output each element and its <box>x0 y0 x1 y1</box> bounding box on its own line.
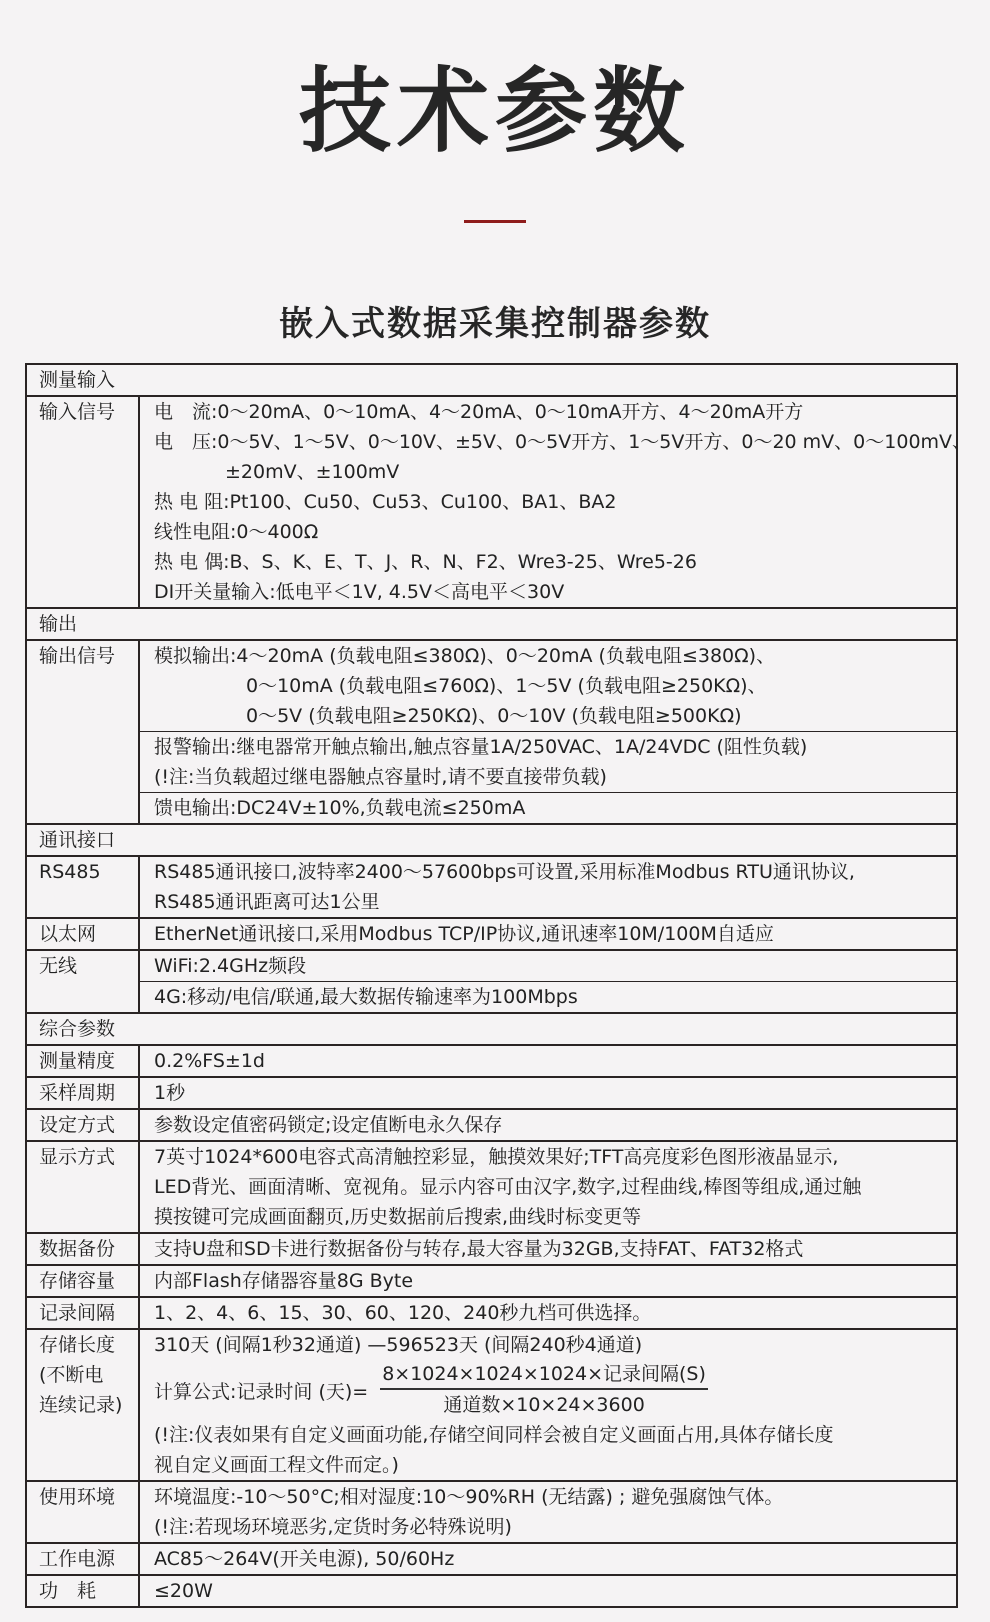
table-row: 以太网 EtherNet通讯接口,采用Modbus TCP/IP协议,通讯速率10M/100M自适应 <box>27 917 956 949</box>
table-row: 存储容量 内部Flash存储器容量8G Byte <box>27 1264 956 1296</box>
table-row: 数据备份 支持U盘和SD卡进行数据备份与转存,最大容量为32GB,支持FAT、FAT32格式 <box>27 1232 956 1264</box>
page-title: 技术参数 <box>298 58 691 165</box>
section-header: 测量输入 <box>39 369 116 391</box>
table-row: 显示方式 7英寸1024*600电容式高清触控彩显，触摸效果好;TFT高亮度彩色图形液晶显示, LED背光、画面清晰、宽视角。显示内容可由汉字,数字,过程曲线,棒图等组成,通过触 摸按键可完成画面翻页,历史数据前后搜索,曲线时标变更等 <box>27 1140 956 1232</box>
table-row: 采样周期 1秒 <box>27 1076 956 1108</box>
section-title: 嵌入式数据采集控制器参数 <box>279 304 711 344</box>
table-row: 存储长度 (不断电 连续记录) 310天 (间隔1秒32通道) —596523天 (间隔240秒4通道) 计算公式:记录时间 (天)= $\frac{\text{8×1024×1024×1024×记录间隔(S)}}{\text{通道数×10×24×3600}}$ (!注:仪表如果有自定义画面功能,存储空间同样会被自定义画面占用,具体存储长度 视自定义画面工程文件而定。) <box>27 1328 956 1480</box>
table-row: RS485 RS485通讯接口,波特率2400～57600bps可设置,采用标准Modbus RTU通讯协议, RS485通讯距离可达1公里 <box>27 855 956 917</box>
table-row: 功 耗 ≤20W <box>27 1574 956 1606</box>
section-header: 通讯接口 <box>27 823 956 855</box>
table-row: 输出信号 模拟输出:4～20mA (负载电阻≤380Ω)、0～20mA (负载电阻≤380Ω)、 0～10mA (负载电阻≤760Ω)、1～5V (负载电阻≥250KΩ)、 0～5V (负载电阻≥250KΩ)、0～10V (负载电阻≥500KΩ) 报警输出:继电器常开触点输出,触点容量1A/250VAC、1A/24VDC (阻性负载) (!注:当负载超过继电器触点容量时,请不要直接带负载) 馈电输出:DC24V±10%,负载电流≤250mA <box>27 639 956 823</box>
table-row: 记录间隔 1、2、4、6、15、30、60、120、240秒九档可供选择。 <box>27 1296 956 1328</box>
title-divider <box>464 220 526 223</box>
table-row: 使用环境 环境温度:-10～50°C;相对湿度:10～90%RH (无结露) ; 避免强腐蚀气体。 (!注:若现场环境恶劣,定货时务必特殊说明) <box>27 1480 956 1542</box>
table-row: 无线 WiFi:2.4GHz频段 4G:移动/电信/联通,最大数据传输速率为100Mbps <box>27 949 956 1012</box>
section-header: 综合参数 <box>27 1012 956 1044</box>
table-row: 工作电源 AC85～264V(开关电源), 50/60Hz <box>27 1542 956 1574</box>
section-header: 输出 <box>27 607 956 639</box>
spec-table <box>25 363 972 1608</box>
table-row: 设定方式 参数设定值密码锁定;设定值断电永久保存 <box>27 1108 956 1140</box>
storage-formula: 计算公式:记录时间 (天)= $\frac{\text{8×1024×1024×1024×记录间隔(S)}}{\text{通道数×10×24×3600}}$ <box>154 1360 956 1420</box>
table-row: 测量精度 0.2%FS±1d <box>27 1044 956 1076</box>
table-row: 输入信号 电 流:0～20mA、0～10mA、4～20mA、0～10mA开方、4～20mA开方 电 压:0～5V、1～5V、0～10V、±5V、0～5V开方、1～5V开方、0～20 mV、0～100mV、 ±20mV、±100mV 热 电 阻:Pt100、Cu50、Cu53、Cu100、BA1、BA2 线性电阻:0～400Ω 热 电 偶:B、S、K、E、T、J、R、N、F2、Wre3-25、Wre5-26 DI开关量输入:低电平＜1V, 4.5V＜高电平＜30V <box>27 395 956 607</box>
